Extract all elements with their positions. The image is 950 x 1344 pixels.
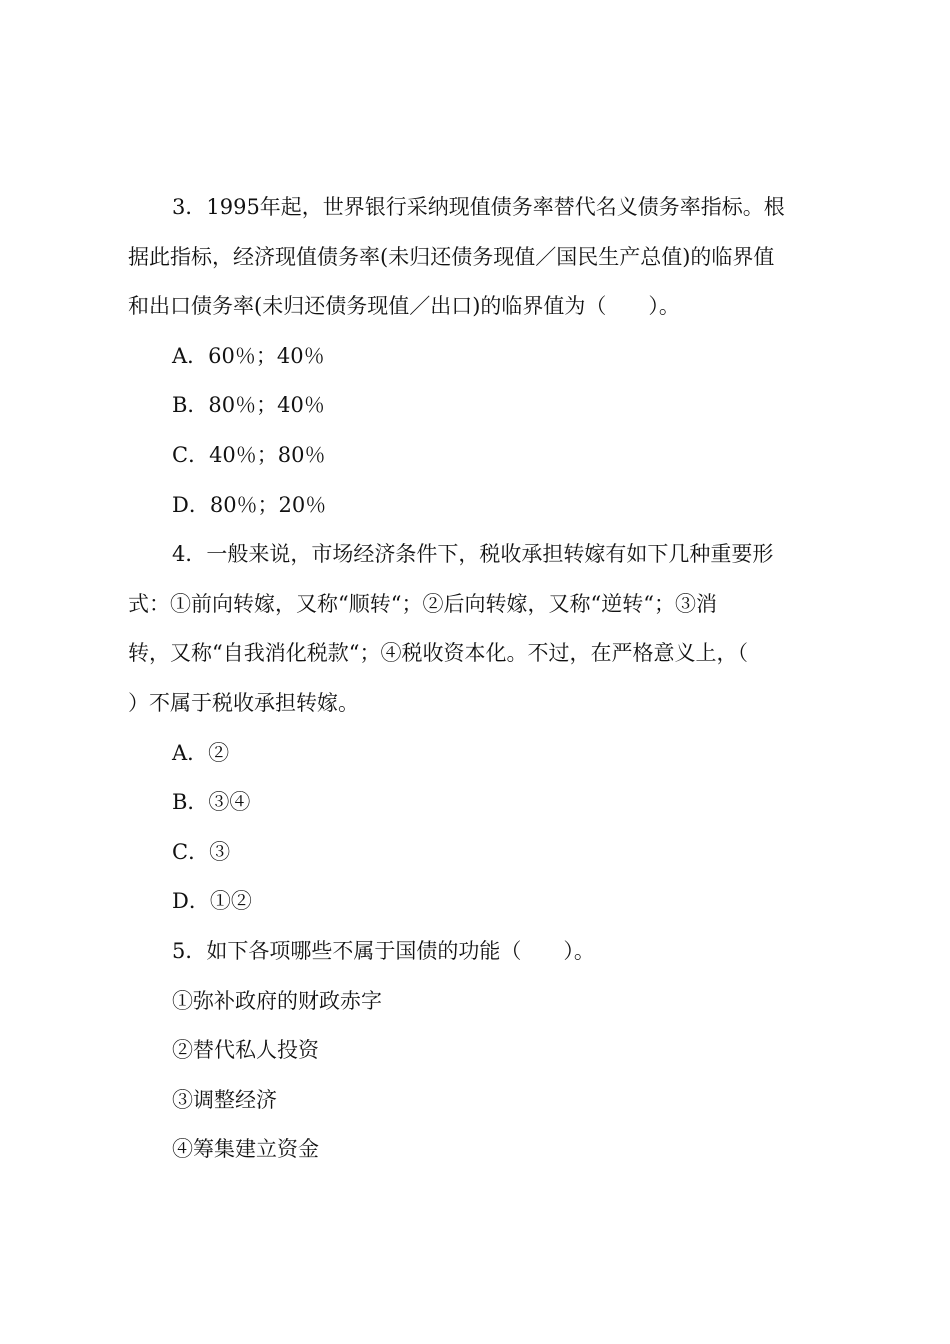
question-4-option-c: C．③ <box>172 839 231 864</box>
question-4-option-b: B．③④ <box>172 790 251 815</box>
question-3-option-b: B．80％；40％ <box>172 393 325 418</box>
question-5-item-1: ①弥补政府的财政赤字 <box>172 988 382 1013</box>
question-3 <box>128 183 833 530</box>
question-3-stem-line-1: 3．1995年起，世界银行采纳现值债务率替代名义债务率指标。根 <box>172 195 785 219</box>
question-4-stem-line-3: 转，又称“自我消化税款“；④税收资本化。不过，在严格意义上，（ <box>128 641 748 666</box>
question-4-option-a: A．② <box>172 740 230 765</box>
question-5-stem-line-1: 5．如下各项哪些不属于国债的功能（ ）。 <box>172 938 595 963</box>
question-3-stem-line-2: 据此指标，经济现值债务率(未归还债务现值／国民生产总值)的临界值 <box>128 244 775 269</box>
question-4-stem-line-1: 4．一般来说，市场经济条件下，税收承担转嫁有如下几种重要形 <box>172 542 774 567</box>
question-5-item-2: ②替代私人投资 <box>172 1038 319 1063</box>
question-5 <box>128 927 833 1175</box>
question-4-option-d: D．①② <box>172 889 252 914</box>
question-5-item-4: ④筹集建立资金 <box>172 1137 319 1162</box>
question-3-stem-line-3: 和出口债务率(未归还债务现值／出口)的临界值为（ ）。 <box>128 294 680 319</box>
question-4-stem-line-2: 式：①前向转嫁，又称“顺转“；②后向转嫁，又称“逆转“；③消 <box>128 591 717 616</box>
question-3-option-d: D．80％；20％ <box>172 492 327 517</box>
question-5-item-3: ③调整经济 <box>172 1087 277 1112</box>
document-body <box>128 183 833 1175</box>
question-3-option-c: C．40％；80％ <box>172 442 326 467</box>
question-4-stem-line-4: ）不属于税收承担转嫁。 <box>128 690 359 715</box>
question-3-option-a: A．60％；40％ <box>172 343 325 368</box>
question-4 <box>128 530 833 927</box>
